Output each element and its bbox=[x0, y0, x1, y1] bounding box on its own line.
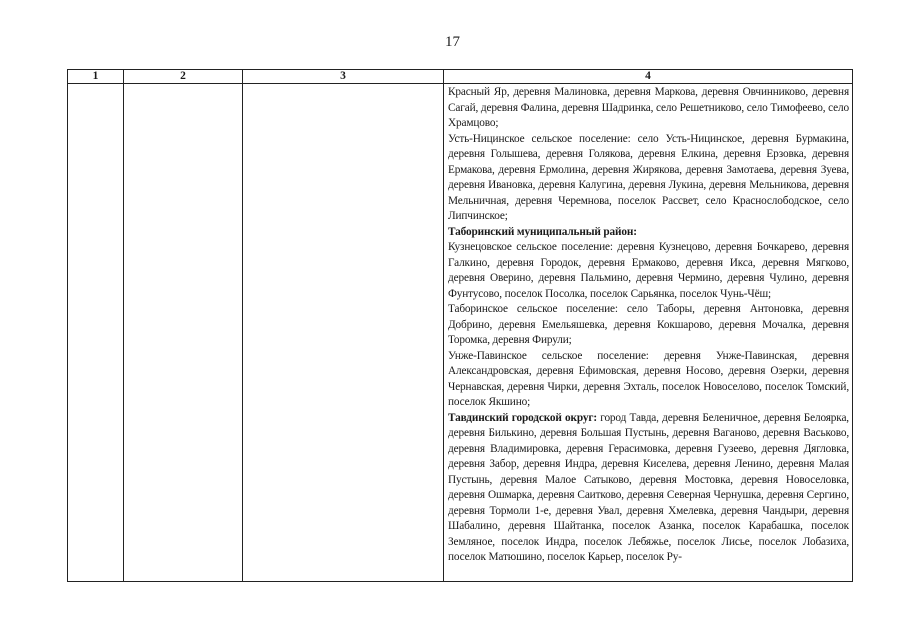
table-row bbox=[68, 84, 853, 582]
header-col-4: 4 bbox=[444, 70, 853, 84]
settlement-paragraph: Таборинское сельское поселение: село Таборы, деревня Антоновка, деревня Добрино, деревня Емельяшевка, деревня Кокшарово, деревня Мочалка, деревня Торомка, деревня Фирули; bbox=[448, 303, 849, 346]
table-header-row bbox=[68, 70, 853, 84]
district-heading: Тавдинский городской округ: bbox=[448, 411, 597, 424]
settlement-paragraph: Красный Яр, деревня Малиновка, деревня Маркова, деревня Овчинниково, деревня Сагай, деревня Фалина, деревня Шадринка, село Решетниково, село Тимофеево, село Храмцово; bbox=[448, 86, 849, 129]
cell-col-2 bbox=[124, 84, 243, 582]
settlement-text: город Тавда, деревня Беленичное, деревня Белоярка, деревня Билькино, деревня Большая Пустынь, деревня Ваганово, деревня Васьково, деревня Владимировка, деревня Герасимовка, деревня Гузеево, деревня Дягловка, деревня Забор, деревня Индра, деревня Киселева, деревня Ленино, деревня Малая Пустынь, деревня Малое Сатыково, деревня Мостовка, деревня Новоселовка, деревня Ошмарка, деревня Саитково, деревня Северная Чернушка, деревня Сергино, деревня Тормоли 1-е, деревня Увал, деревня Хмелевка, деревня Чандыри, деревня Шабалино, деревня Шайтанка, поселок Азанка, поселок Карабашка, поселок Земляное, поселок Индра, поселок Лебяжье, поселок Лисье, поселок Лобазиха, поселок Матюшино, поселок Карьер, поселок Ру- bbox=[448, 411, 849, 563]
settlement-paragraph: Усть-Ницинское сельское поселение: село Усть-Ницинское, деревня Бурмакина, деревня Голышева, деревня Голякова, деревня Елкина, деревня Ерзовка, деревня Ермакова, деревня Ермолина, деревня Жирякова, деревня Замотаева, деревня Зуева, деревня Ивановка, деревня Калугина, деревня Лукина, деревня Мельникова, деревня Мельничная, деревня Черемнова, поселок Рассвет, село Краснослободское, село Липчинское; bbox=[448, 132, 849, 222]
cell-col-1 bbox=[68, 84, 124, 582]
cell-col-4 bbox=[444, 84, 853, 582]
settlement-paragraph: Кузнецовское сельское поселение: деревня Кузнецово, деревня Бочкарево, деревня Галкино, деревня Городок, деревня Ермаково, деревня Икса, деревня Мягково, деревня Оверино, деревня Пальмино, деревня Чермино, деревня Чулино, деревня Фунтусово, поселок Посолка, поселок Сарьянка, поселок Чунь-Чёш; bbox=[448, 241, 849, 300]
settlement-paragraph: Унже-Павинское сельское поселение: деревня Унже-Павинская, деревня Александровская, деревня Ефимовская, деревня Носово, деревня Озерки, деревня Чернавская, деревня Чирки, деревня Эхталь, поселок Новоселово, поселок Томский, поселок Якшино; bbox=[448, 349, 849, 408]
cell-col-3 bbox=[243, 84, 444, 582]
header-col-2: 2 bbox=[124, 70, 243, 84]
header-col-1: 1 bbox=[68, 70, 124, 84]
page-number: 17 bbox=[445, 34, 460, 50]
document-table bbox=[67, 69, 853, 582]
settlement-paragraph bbox=[448, 411, 849, 566]
header-col-3: 3 bbox=[243, 70, 444, 84]
district-heading: Таборинский муниципальный район: bbox=[448, 225, 637, 238]
